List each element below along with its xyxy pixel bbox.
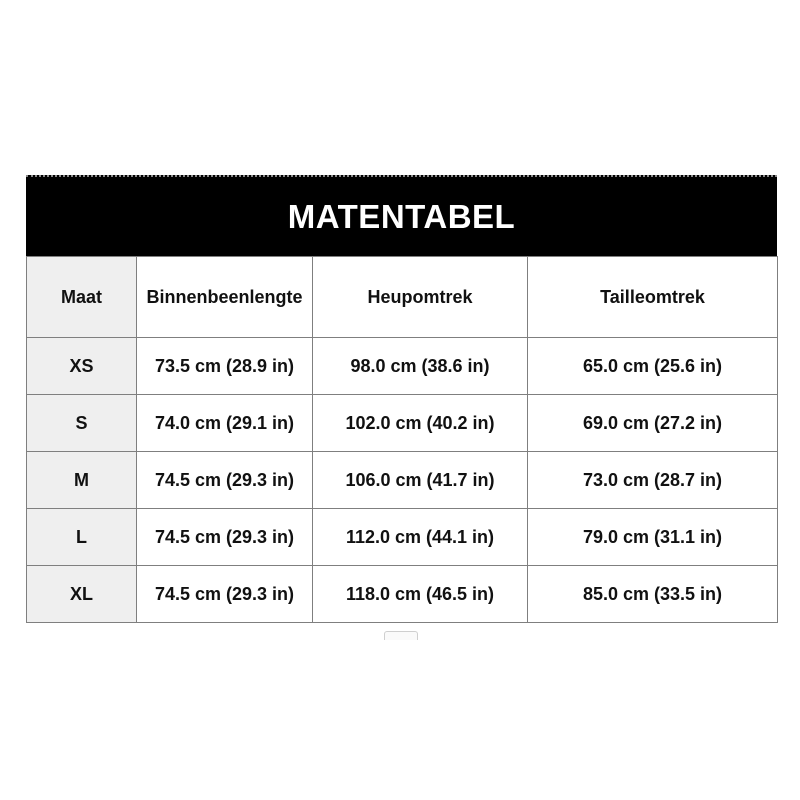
- cell-size: S: [27, 395, 137, 452]
- table-row: [27, 395, 778, 452]
- cell-hip: 118.0 cm (46.5 in): [313, 566, 528, 623]
- cell-waist: 79.0 cm (31.1 in): [528, 509, 778, 566]
- cell-waist: 65.0 cm (25.6 in): [528, 338, 778, 395]
- cell-inseam: 74.5 cm (29.3 in): [137, 566, 313, 623]
- table-row: [27, 338, 778, 395]
- cell-waist: 69.0 cm (27.2 in): [528, 395, 778, 452]
- cell-size: XL: [27, 566, 137, 623]
- cell-inseam: 74.5 cm (29.3 in): [137, 452, 313, 509]
- page-tab-marker: [384, 631, 418, 640]
- cell-hip: 98.0 cm (38.6 in): [313, 338, 528, 395]
- cell-size: XS: [27, 338, 137, 395]
- header-size: Maat: [27, 257, 137, 338]
- table-row: [27, 566, 778, 623]
- cell-inseam: 73.5 cm (28.9 in): [137, 338, 313, 395]
- size-table: [26, 256, 778, 623]
- size-chart: [26, 175, 777, 623]
- cell-hip: 112.0 cm (44.1 in): [313, 509, 528, 566]
- cell-size: M: [27, 452, 137, 509]
- chart-title: MATENTABEL: [26, 175, 777, 256]
- cell-inseam: 74.5 cm (29.3 in): [137, 509, 313, 566]
- table-row: [27, 509, 778, 566]
- table-row: [27, 452, 778, 509]
- cell-hip: 106.0 cm (41.7 in): [313, 452, 528, 509]
- cell-inseam: 74.0 cm (29.1 in): [137, 395, 313, 452]
- header-inseam: Binnenbeenlengte: [137, 257, 313, 338]
- cell-waist: 73.0 cm (28.7 in): [528, 452, 778, 509]
- header-hip: Heupomtrek: [313, 257, 528, 338]
- cell-size: L: [27, 509, 137, 566]
- table-header-row: [27, 257, 778, 338]
- cell-waist: 85.0 cm (33.5 in): [528, 566, 778, 623]
- header-waist: Tailleomtrek: [528, 257, 778, 338]
- cell-hip: 102.0 cm (40.2 in): [313, 395, 528, 452]
